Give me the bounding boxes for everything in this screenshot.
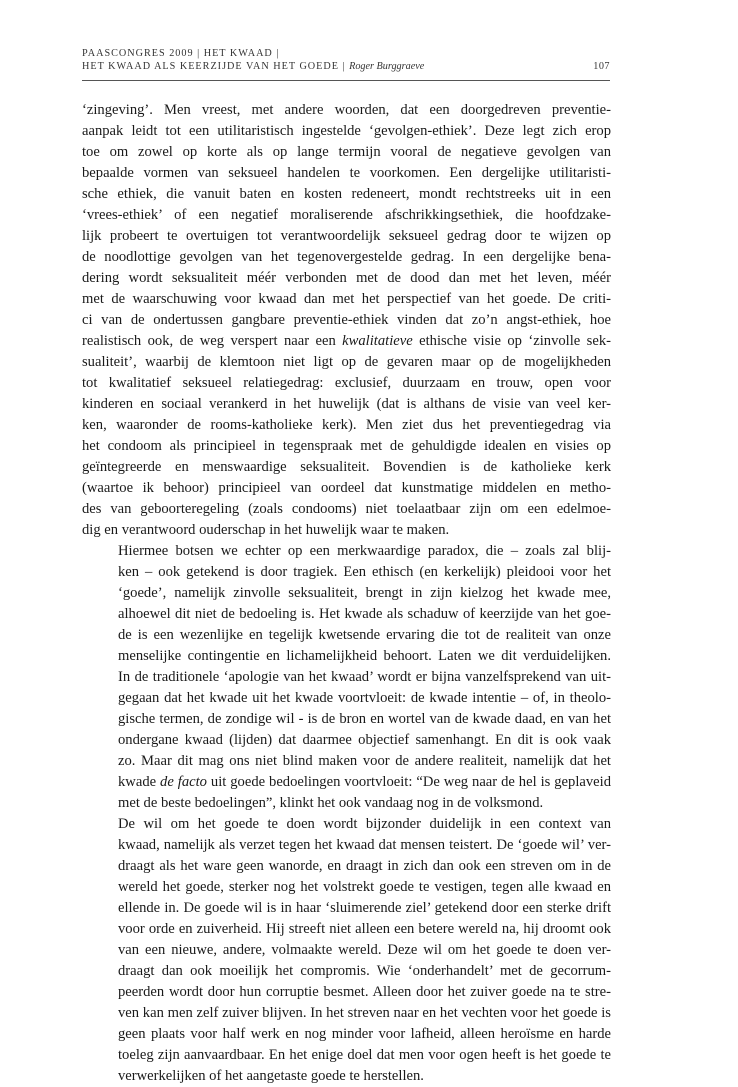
text-line: draagt dan ook moeilijk het compromis. Wie ‘onderhandelt’ met de gecorrum- [118, 963, 611, 979]
text-line: toe om zowel op korte als op lange termijn vooral de negatieve gevolgen van [82, 144, 611, 160]
text-line: aanpak leidt tot een utilitaristisch ingestelde ‘gevolgen-ethiek’. Deze legt zich erop [82, 123, 611, 139]
text-line: verwerkelijken of het aangetaste goede te herstellen. [118, 1068, 424, 1084]
text-line: wereld het goede, sterker nog het volstrekt goede te vestigen, tegen alle kwaad en [118, 879, 611, 895]
text-line: alhoewel dit niet de bedoeling is. Het kwade als schaduw of keerzijde van het goe- [118, 606, 611, 622]
text-line [82, 772, 611, 793]
text-line: dig en verantwoord ouderschap in het huwelijk waar te maken. [82, 522, 450, 538]
text-line: sualiteit’, waarbij de klemtoon niet ligt op de gevaren maar op de mogelijkheden [82, 354, 611, 370]
text-line: ‘zingeving’. Men vreest, met andere woorden, dat een doorgedreven preventie- [82, 102, 611, 118]
header-title: HET KWAAD ALS KEERZIJDE VAN HET GOEDE | [82, 61, 350, 72]
text-line: ken, waaronder de rooms-katholieke kerk). Men ziet dus het preventiegedrag via [82, 417, 611, 433]
text-line: dering wordt seksualiteit méér verbonden met de dood dan met het leven, méér [82, 270, 611, 286]
text-line: geen plaats voor half werk en nog minder voor lafheid, alleen heroïsme en harde [118, 1026, 611, 1042]
text-fragment: ethische visie op ‘zinvolle sek- [412, 333, 611, 349]
text-line: draagt als het ware geen wanorde, en draagt in zich dan ook een streven om in de [118, 858, 611, 874]
text-line: ken – ook getekend is door tragiek. Een ethisch (en kerkelijk) pleidooi voor het [118, 564, 611, 580]
text-line: peerden wordt door hun corruptie besmet. Alleen door het zuiver goede na te stre- [118, 984, 611, 1000]
page-number: 107 [593, 61, 610, 72]
text-line: ellende in. De goede wil is in haar ‘sluimerende ziel’ getekend door een sterke drift [118, 900, 611, 916]
text-line: ‘goede’, namelijk zinvolle seksualiteit, brengt in zijn kielzog het kwade mee, [118, 585, 611, 601]
text-line: ven kan men zelf zuiver blijven. In het streven naar en het vechten voor het goede is [118, 1005, 611, 1021]
text-line: Hiermee botsen we echter op een merkwaardige paradox, die – zoals zal blij- [118, 543, 611, 559]
text-line: sche ethiek, die vanuit baten en kosten redeneert, mondt rechtstreeks uit in een [82, 186, 611, 202]
text-line: In de traditionele ‘apologie van het kwaad’ wordt er bijna vanzelfsprekend van uit- [118, 669, 611, 685]
text-line: ci van de ondertussen gangbare preventie-ethiek vinden dat zo’n angst-ethiek, hoe [82, 312, 611, 328]
text-line: voor orde en zuiverheid. Hij streeft niet alleen een betere wereld na, hij droomt ook [118, 921, 611, 937]
text-line: ondergane kwaad (lijden) dat daarmee objectief samenhangt. En dit is ook vaak [118, 732, 611, 748]
header-divider [82, 80, 610, 81]
text-line: van een nieuwe, andere, volmaakte wereld. Deze wil om het goede te doen ver- [118, 942, 611, 958]
text-fragment: uit goede bedoelingen voortvloeit: “De weg naar de hel is geplaveid [206, 774, 611, 790]
paragraph-2 [82, 541, 611, 814]
text-line: toeleg zijn aanvaardbaar. En het enige doel dat men voor ogen heeft is het goede te [118, 1047, 611, 1063]
text-line: met de waarschuwing voor kwaad dan met het perspectief van het goede. De criti- [82, 291, 611, 307]
text-line: De wil om het goede te doen wordt bijzonder duidelijk in een context van [118, 816, 611, 832]
text-line: geïntegreerde en menswaardige seksualiteit. Bovendien is de katholieke kerk [82, 459, 611, 475]
text-line: de noodlottige gevolgen van het tegenovergestelde gedrag. In een dergelijke bena- [82, 249, 611, 265]
text-line: lijk probeert te overtuigen tot verantwoordelijk seksueel gedrag door te wijzen op [82, 228, 611, 244]
text-line: gische termen, de zondige wil - is de bron en wortel van de kwade daad, en van het [118, 711, 611, 727]
text-line: kinderen en sociaal verankerd in het huwelijk (dat is althans de visie van veel ker- [82, 396, 611, 412]
emphasis: de facto [160, 774, 207, 790]
text-line: kwaad, namelijk als verzet tegen het kwaad dat mensen teistert. De ‘goede wil’ ver- [118, 837, 611, 853]
text-fragment: realistisch ook, de weg verspert naar een [82, 333, 343, 349]
text-line: bepaalde vormen van seksueel handelen te voorkomen. Een dergelijke utilitaristi- [82, 165, 611, 181]
running-header [82, 47, 610, 73]
paragraph-1 [82, 100, 611, 541]
header-author: Roger Burggraeve [349, 61, 425, 72]
text-line: de is een wezenlijke en tegelijk kwetsende ervaring die tot de realiteit van onze [118, 627, 611, 643]
text-line: met de beste bedoelingen”, klinkt het ook vandaag nog in de volksmond. [118, 795, 544, 811]
header-line-1: PAASCONGRES 2009 | HET KWAAD | [82, 48, 280, 59]
text-line: (waartoe ik behoor) principieel van oordeel dat kunstmatige middelen en metho- [82, 480, 611, 496]
text-line: des van geboorteregeling (zoals condooms) niet toelaatbaar zijn om een edelmoe- [82, 501, 611, 517]
header-line-2 [82, 60, 610, 73]
text-line: tot kwalitatief seksueel relatiegedrag: exclusief, duurzaam en trouw, open voor [82, 375, 611, 391]
text-line: zo. Maar dit mag ons niet blind maken voor de andere realiteit, namelijk dat het [118, 753, 611, 769]
text-line [82, 331, 611, 352]
text-fragment: kwade [118, 774, 161, 790]
paragraph-3 [82, 814, 611, 1087]
text-line: gegaan dat het kwade uit het kwade voortvloeit: de kwade intentie – of, in theolo- [118, 690, 611, 706]
text-line: ‘vrees-ethiek’ of een negatief moraliserende afschrikkingsethiek, die hoofdzake- [82, 207, 611, 223]
text-line: menselijke contingentie en lichamelijkheid behoort. Laten we dit verduidelijken. [118, 648, 611, 664]
emphasis: kwalitatieve [342, 333, 413, 349]
text-line: het condoom als principieel in tegenspraak met de gehuldigde idealen en visies op [82, 438, 611, 454]
body-text [82, 100, 611, 1087]
